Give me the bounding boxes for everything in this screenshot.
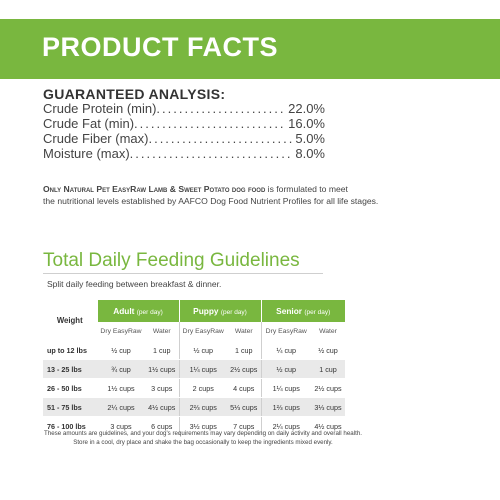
weight-cell: 26 - 50 lbs	[43, 379, 97, 398]
group-per: (per day)	[136, 309, 163, 316]
ga-label: Crude Protein (min).	[43, 101, 161, 116]
table-cell: 1 cup	[227, 341, 261, 360]
ga-value: 22.0%	[288, 101, 325, 116]
formulation-statement	[43, 183, 463, 207]
group-name: Puppy	[193, 306, 219, 316]
sub-header: Water	[152, 328, 171, 335]
ga-row-moisture	[43, 146, 325, 161]
table-cell: ½ cup	[179, 341, 227, 360]
table-cell: ¼ cup	[261, 341, 311, 360]
ga-value: 16.0%	[288, 116, 325, 131]
guaranteed-analysis-list	[43, 101, 325, 161]
table-cell: 2 cups	[179, 379, 227, 398]
table-cell: 1½ cups	[145, 360, 179, 379]
table-cell: ½ cup	[311, 341, 345, 360]
ga-label: Moisture (max).	[43, 146, 134, 161]
table-cell: 3⅓ cups	[311, 398, 345, 417]
guaranteed-analysis-heading: GUARANTEED ANALYSIS:	[43, 86, 226, 102]
table-cell: 3½ cups	[179, 417, 227, 436]
group-name: Adult	[113, 306, 135, 316]
product-facts-banner	[0, 19, 500, 79]
footer-line-2: Store in a cool, dry place and shake the bag occasionally to keep the ingredients mixed evenly.	[73, 438, 333, 446]
table-row	[43, 341, 345, 360]
footer-note	[43, 430, 363, 447]
table-row	[43, 379, 345, 398]
ga-label: Crude Fat (min).	[43, 116, 138, 131]
sub-header: Dry EasyRaw	[261, 322, 311, 341]
table-cell: 1⅔ cups	[261, 398, 311, 417]
table-cell: 4½ cups	[145, 398, 179, 417]
formulation-text-1: is formulated to meet	[265, 184, 348, 194]
dot-leader	[140, 116, 286, 131]
footer-line-1: These amounts are guidelines, and your dog's requirements may vary depending on daily activity and overall health.	[44, 430, 362, 437]
sub-header: Water	[319, 328, 337, 335]
sub-header: Dry EasyRaw	[100, 328, 142, 335]
ga-row-fat	[43, 116, 325, 131]
group-puppy	[179, 300, 261, 322]
weight-cell: up to 12 lbs	[43, 341, 97, 360]
feeding-subtitle: Split daily feeding between breakfast & dinner.	[47, 279, 222, 289]
group-adult	[97, 300, 179, 322]
table-cell: ½ cup	[261, 360, 311, 379]
sub-header: Water	[234, 328, 253, 335]
group-per: (per day)	[220, 309, 247, 316]
table-cell: 3 cups	[97, 417, 145, 436]
ga-row-fiber	[43, 131, 325, 146]
table-cell: 3 cups	[145, 379, 179, 398]
group-per: (per day)	[304, 309, 331, 316]
ga-value: 5.0%	[295, 131, 325, 146]
dot-leader	[135, 146, 293, 161]
feeding-table	[43, 300, 345, 436]
table-cell: 1½ cups	[97, 379, 145, 398]
table-cell: 1¼ cups	[179, 360, 227, 379]
weight-cell: 51 - 75 lbs	[43, 398, 97, 417]
feeding-guidelines-title: Total Daily Feeding Guidelines	[43, 250, 300, 271]
table-cell: 1 cup	[145, 341, 179, 360]
table-cell: 5⅓ cups	[227, 398, 261, 417]
table-cell: 1 cup	[311, 360, 345, 379]
weight-cell: 76 - 100 lbs	[43, 417, 97, 436]
dot-leader	[162, 101, 286, 116]
ga-value: 8.0%	[295, 146, 325, 161]
dot-leader	[154, 131, 293, 146]
weight-header: Weight	[56, 316, 83, 325]
table-cell: 2⅔ cups	[179, 398, 227, 417]
table-cell: 6 cups	[145, 417, 179, 436]
table-cell: 7 cups	[227, 417, 261, 436]
table-cell: 1¼ cups	[261, 379, 311, 398]
ga-label: Crude Fiber (max).	[43, 131, 153, 146]
table-cell: 4½ cups	[311, 417, 345, 436]
group-name: Senior	[276, 306, 302, 316]
table-cell: ½ cup	[97, 341, 145, 360]
table-cell: 4 cups	[227, 379, 261, 398]
table-cell: 2½ cups	[227, 360, 261, 379]
sub-header: Dry EasyRaw	[179, 322, 227, 341]
title-divider	[43, 273, 323, 274]
table-cell: 2¼ cups	[261, 417, 311, 436]
group-senior	[261, 300, 345, 322]
table-row	[43, 398, 345, 417]
formulation-text-2: the nutritional levels established by AAFCO Dog Food Nutrient Profiles for all life stages.	[43, 196, 379, 206]
ga-row-protein	[43, 101, 325, 116]
table-row	[43, 360, 345, 379]
product-name: Only Natural Pet EasyRaw Lamb & Sweet Potato dog food	[43, 184, 266, 194]
weight-cell: 13 - 25 lbs	[43, 360, 97, 379]
group-header-row	[43, 300, 345, 322]
table-cell: 2¼ cups	[97, 398, 145, 417]
table-cell: 2½ cups	[311, 379, 345, 398]
banner-title: PRODUCT FACTS	[42, 32, 278, 62]
table-cell: ¾ cup	[97, 360, 145, 379]
